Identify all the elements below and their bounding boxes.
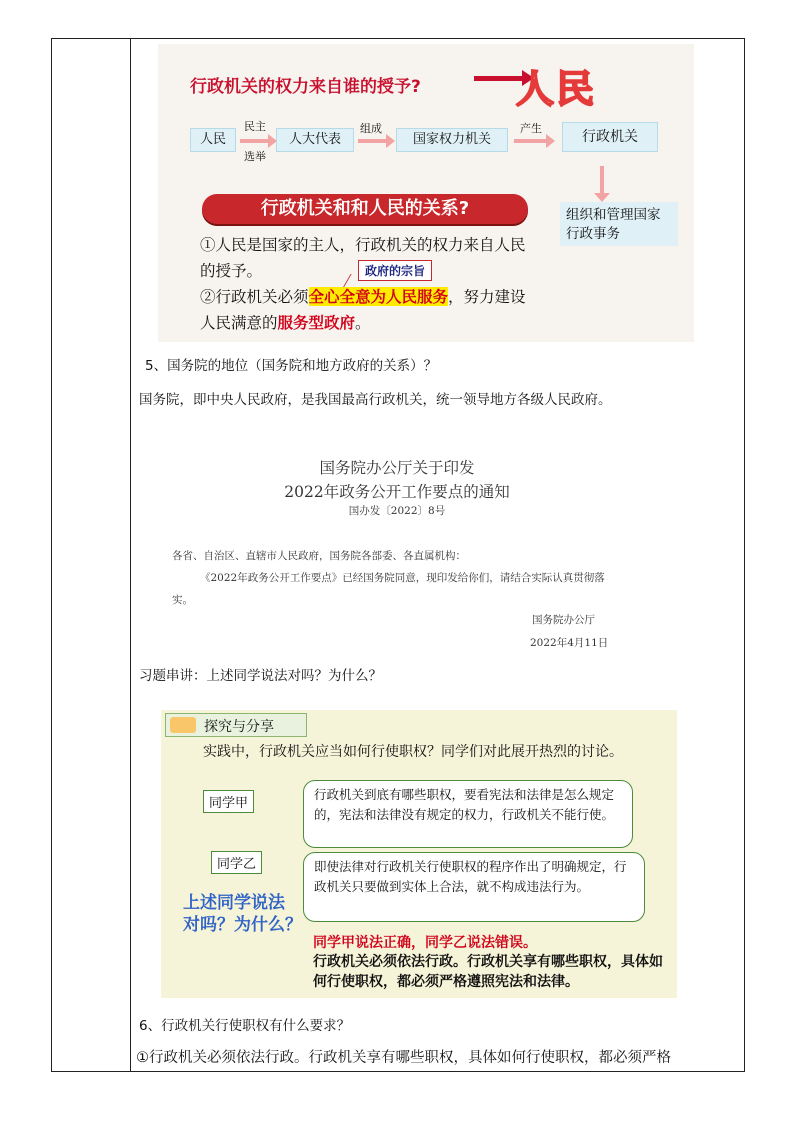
callout-purpose: 政府的宗旨 [358,260,432,281]
flow-arrow-icon [514,139,548,143]
slide-question: 行政机关的权力来自谁的授予? [190,77,421,97]
question-5: 5、国务院的地位（国务院和地方政府的关系）？ [145,358,438,374]
student-a-label: 同学甲 [203,790,254,813]
flow-label: 民主 [244,120,266,133]
notice-recipients: 各省、自治区、直辖市人民政府，国务院各部委、各直属机构： [172,550,466,562]
flow-box-deputies: 人大代表 [276,128,354,152]
student-a-bubble: 行政机关到底有哪些职权，要看宪法和法律是怎么规定的，宪法和法律没有规定的权力，行政机关不能行使。 [303,780,633,848]
ask-text [183,892,302,936]
org-manage-box: 组织和管理国家行政事务 [560,202,678,246]
flow-arrow-icon [358,139,388,143]
notice-doc-no: 国办发〔2022〕8号 [348,505,446,517]
answer-reason: 行政机关必须依法行政。行政机关享有哪些职权，具体如何行使职权，都必须严格遵照宪法和法律。 [313,954,663,990]
people-icon [170,717,196,733]
ask-line-1: 上述同学说法 [183,893,285,913]
relation-banner: 行政机关和和人民的关系? [202,194,528,224]
notice-title-1: 国务院办公厅关于印发 [319,459,475,477]
notice-body-1: 《2022年政务公开工作要点》已经国务院同意，现印发给你们，请结合实际认真贯彻落 [200,572,605,584]
point-2-text: 。 [355,314,371,332]
flow-box-admin-organ: 行政机关 [562,122,658,152]
down-arrow-icon [600,166,604,194]
point-2-text: ②行政机关必须 [200,288,309,306]
explore-tag-label: 探究与分享 [204,719,274,735]
point-2 [200,284,540,336]
table-column-divider [130,38,131,1072]
answer-verdict: 同学甲说法正确，同学乙说法错误。 [313,935,537,951]
notice-issuer: 国务院办公厅 [532,614,595,626]
point-2-text: ，努力建设人民满意的 [200,288,526,332]
flow-arrow-icon [240,139,270,143]
slide-power-source [158,44,694,342]
ask-line-2: 对吗？为什么？ [183,915,302,935]
flow-box-state-organ: 国家权力机关 [396,128,508,152]
slide-explore-share [161,710,677,998]
notice-body-2: 实。 [172,594,193,606]
student-b-bubble: 即使法律对行政机关行使职权的程序作出了明确规定，行政机关只要做到实体上合法，就不构成违法行为。 [303,852,645,922]
exercise-question: 习题串讲：上述同学说法对吗？为什么？ [139,668,382,684]
notice-title-2: 2022年政务公开工作要点的通知 [284,483,510,501]
notice-date: 2022年4月11日 [530,637,609,649]
flow-label: 组成 [360,122,382,135]
answer-6: ①行政机关必须依法行政。行政机关享有哪些职权，具体如何行使职权，都必须严格 [136,1050,671,1066]
point-1: ①人民是国家的主人，行政机关的权力来自人民的授予。 [200,236,526,280]
question-6: 6、行政机关行使职权有什么要求？ [139,1018,351,1034]
point-2-highlight: 全心全意为人民服务 [308,287,449,306]
answer-5: 国务院，即中央人民政府，是我国最高行政机关，统一领导地方各级人民政府。 [139,392,612,408]
point-2-red: 服务型政府 [277,313,356,332]
student-b-label: 同学乙 [211,851,262,874]
explore-tag [165,713,307,737]
explore-intro: 实践中，行政机关应当如何行使职权？同学们对此展开热烈的讨论。 [203,744,623,760]
answer-big-text: 人民 [516,67,597,111]
flow-label: 选举 [244,150,266,163]
flow-box-people: 人民 [190,128,236,152]
flow-label: 产生 [520,122,542,135]
